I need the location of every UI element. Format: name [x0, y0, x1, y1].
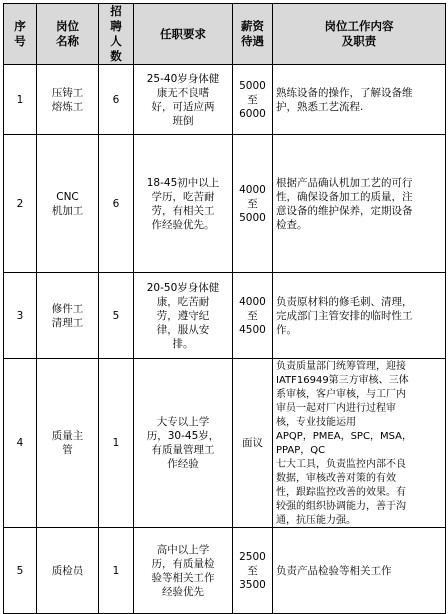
cell-no: 5: [4, 528, 37, 614]
cell-no: 2: [4, 135, 37, 273]
table-header: [4, 4, 446, 65]
header-row: [4, 4, 446, 65]
header-salary: 薪资 待遇: [233, 4, 273, 65]
cell-requirements: 大专以上学 历，30-45岁， 有质量管理工 作经验: [134, 359, 233, 528]
cell-position: 修件工 清理工: [37, 273, 99, 359]
cell-no: 4: [4, 359, 37, 528]
cell-position: 压铸工 熔炼工: [37, 65, 99, 135]
table-row: [4, 528, 446, 614]
cell-salary: 4000 至 5000: [233, 135, 273, 273]
header-no: 序 号: [4, 4, 37, 65]
cell-position: 质检员: [37, 528, 99, 614]
cell-no: 1: [4, 65, 37, 135]
cell-requirements: 高中以上学 历，有质量检 验等相关工作 经验优先: [134, 528, 233, 614]
cell-duties: 负责原材料的修毛刺、清理， 完成部门主管安排的临时性工 作。: [273, 273, 446, 359]
cell-count: 5: [99, 273, 134, 359]
cell-position: 质量主 管: [37, 359, 99, 528]
cell-count: 1: [99, 359, 134, 528]
cell-duties: 熟练设备的操作，了解设备维 护，熟悉工艺流程.: [273, 65, 446, 135]
table-row: [4, 135, 446, 273]
cell-count: 6: [99, 135, 134, 273]
cell-salary: 面议: [233, 359, 273, 528]
cell-salary: 5000 至 6000: [233, 65, 273, 135]
table-body: [4, 65, 446, 614]
cell-requirements: 20-50岁身体健 康，吃苦耐 劳，遵守纪 律，服从安 排。: [134, 273, 233, 359]
cell-count: 1: [99, 528, 134, 614]
header-position: 岗位 名称: [37, 4, 99, 65]
cell-salary: 2500 至 3500: [233, 528, 273, 614]
cell-position: CNC 机加工: [37, 135, 99, 273]
header-requirements: 任职要求: [134, 4, 233, 65]
header-count: 招 聘 人 数: [99, 4, 134, 65]
header-duties: 岗位工作内容 及职责: [273, 4, 446, 65]
table-row: [4, 273, 446, 359]
cell-count: 6: [99, 65, 134, 135]
cell-requirements: 25-40岁身体健 康无不良嗜 好，可适应两 班倒: [134, 65, 233, 135]
table-row: [4, 65, 446, 135]
table-row: [4, 359, 446, 528]
cell-salary: 4000 至 4500: [233, 273, 273, 359]
cell-requirements: 18-45初中以上 学历，吃苦耐 劳，有相关工 作经验优先。: [134, 135, 233, 273]
cell-duties: 根据产品确认机加工艺的可行 性，确保设备加工的质量，注 意设备的维护保养，定期设备 检查。: [273, 135, 446, 273]
cell-no: 3: [4, 273, 37, 359]
recruitment-table: [3, 3, 446, 614]
cell-duties: 负责产品检验等相关工作: [273, 528, 446, 614]
cell-duties: 负责质量部门统筹管理，迎接 IATF16949第三方审核、三体 系审核，客户审核，与工厂内 审员一起对厂内进行过程审 核，专业技能运用 APQP，PMEA，SPC，MSA，PPAP，QC 七大工具，负责监控内部不良 数据，审核改善对策的有效 性，跟踪监控改善的效果。有 较强的组织协调能力，善于沟 通，抗压能力强。: [273, 359, 446, 528]
